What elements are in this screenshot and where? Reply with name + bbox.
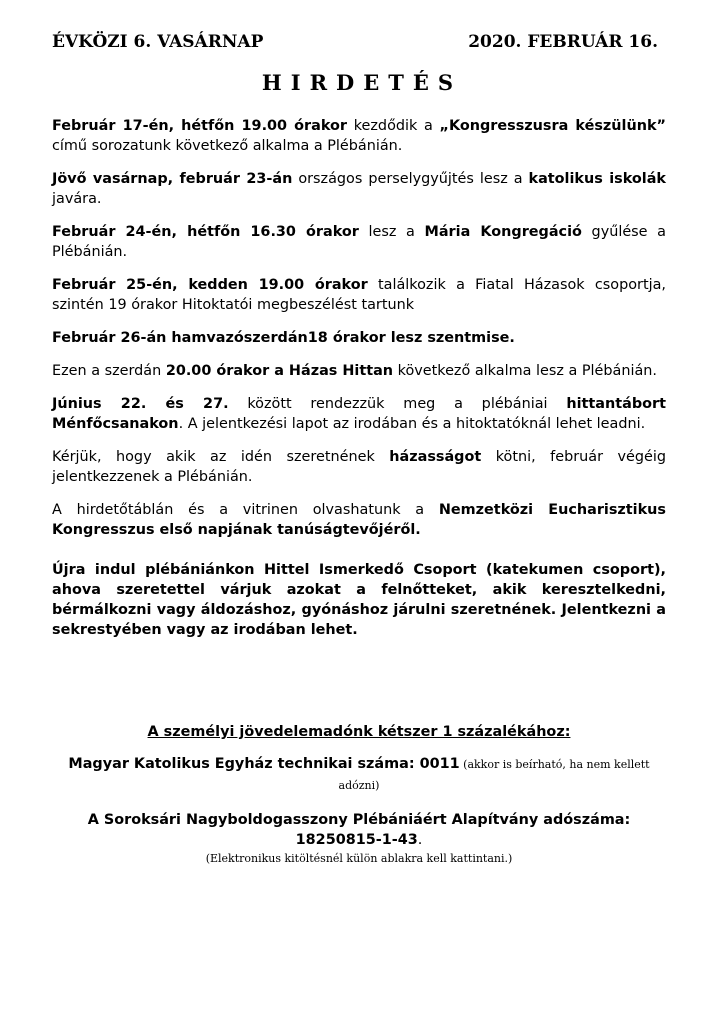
announcement-highlight: házasságot xyxy=(389,449,482,465)
tax-line-foundation xyxy=(52,810,666,850)
announcement-paragraph xyxy=(52,394,666,434)
announcement-text: között rendezzük meg a plébániai xyxy=(228,396,567,412)
header-left: ÉVKÖZI 6. VASÁRNAP xyxy=(52,32,264,52)
announcement-text: következő alkalma lesz a Plébánián. xyxy=(393,363,657,379)
announcement-paragraph xyxy=(52,560,666,640)
announcement-paragraph xyxy=(52,275,666,315)
announcement-text: A hirdetőtáblán és a vitrinen olvashatunk a xyxy=(52,502,439,518)
tax-foundation-end: . xyxy=(417,832,423,848)
announcement-text: kötni, február végéig jelentkezzenek a Plébánián. xyxy=(52,449,666,485)
announcement-highlight: Jövő vasárnap, február 23-án xyxy=(52,171,293,187)
announcement-paragraph xyxy=(52,116,666,156)
announcement-highlight: Mária Kongregáció xyxy=(424,224,582,240)
announcement-text: Kérjük, hogy akik az idén szeretnének xyxy=(52,449,390,465)
header-date: 2020. FEBRUÁR 16. xyxy=(468,32,658,52)
tax-church-number: Magyar Katolikus Egyház technikai száma: 0011 xyxy=(68,756,460,772)
announcement-paragraph xyxy=(52,328,666,348)
announcement-highlight: Június 22. és 27. xyxy=(52,396,229,412)
tax-foundation-number: A Soroksári Nagyboldogasszony Plébániáért Alapítvány adószáma: 18250815-1-43 xyxy=(87,812,631,848)
announcement-paragraph xyxy=(52,169,666,209)
announcement-highlight: Február 17-én, hétfőn 19.00 órakor xyxy=(52,118,348,134)
announcement-highlight: katolikus iskolák xyxy=(528,171,667,187)
announcement-highlight: Február 25-én, kedden 19.00 órakor xyxy=(52,277,368,293)
announcement-paragraph xyxy=(52,500,666,540)
announcement-text: Ezen a szerdán xyxy=(52,363,166,379)
announcement-text: javára. xyxy=(52,191,102,207)
announcement-highlight: Újra indul plébániánkon Hittel Ismerkedő Csoport (katekumen csoport), ahova szeretettel várjuk azokat a felnőtteket, akik keresztelkedni, bérmálkozni vagy áldozáshoz, gyónáshoz járulni szeretnének. Jelentkezni a sekrestyében vagy az irodában lehet. xyxy=(52,562,666,638)
tax-church-note: (akkor is beírható, ha nem kellett adózni) xyxy=(338,758,650,792)
announcement-highlight: „Kongresszusra készülünk” xyxy=(439,118,666,134)
announcement-highlight: 20.00 órakor a Házas Hittan xyxy=(165,363,394,379)
tax-section xyxy=(52,724,666,865)
tax-footnote: (Elektronikus kitöltésnél külön ablakra kell kattintani.) xyxy=(205,852,513,865)
tax-title: A személyi jövedelemadónk kétszer 1 százalékához: xyxy=(147,724,571,740)
announcement-text: . A jelentkezési lapot az irodában és a hitoktatóknál lehet leadni. xyxy=(178,416,646,432)
announcement-highlight: hittantábort Ménfőcsanakon xyxy=(52,396,666,432)
announcement-highlight: Február 26-án hamvazószerdán18 órakor lesz szentmise. xyxy=(52,330,515,346)
announcement-text: című sorozatunk következő alkalma a Plébánián. xyxy=(52,138,403,154)
announcement-text: országos perselygyűjtés lesz a xyxy=(292,171,529,187)
page-title: HIRDETÉS xyxy=(261,70,463,95)
announcements-list xyxy=(52,116,666,653)
announcement-paragraph xyxy=(52,361,666,381)
announcement-text: lesz a xyxy=(358,224,425,240)
announcement-paragraph xyxy=(52,222,666,262)
announcement-paragraph xyxy=(52,447,666,487)
announcement-text: gyűlése a Plébánián. xyxy=(52,224,666,260)
announcement-highlight: Február 24-én, hétfőn 16.30 órakor xyxy=(52,224,359,240)
announcement-highlight: Nemzetközi Eucharisztikus Kongresszus első napjának tanúságtevőjéről. xyxy=(52,502,666,538)
announcement-text: kezdődik a xyxy=(347,118,440,134)
tax-line-church xyxy=(52,754,666,796)
announcement-text: találkozik a Fiatal Házasok csoportja, szintén 19 órakor Hitoktatói megbeszélést tartunk xyxy=(52,277,666,313)
